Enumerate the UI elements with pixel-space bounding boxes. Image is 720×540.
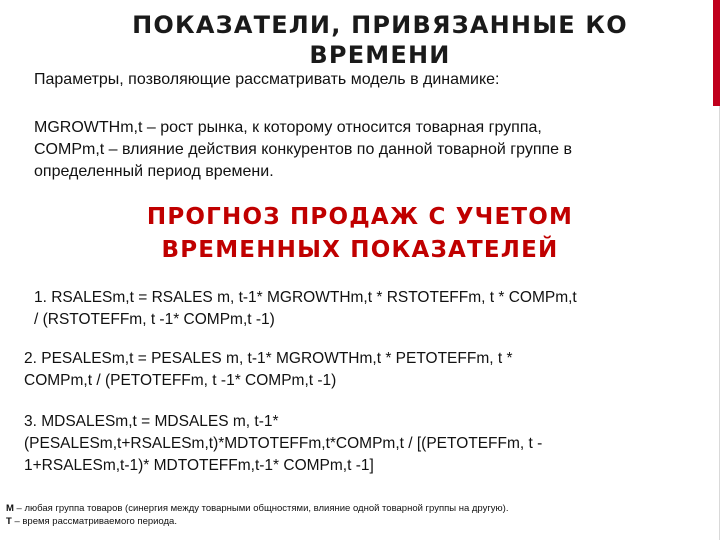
footnote-t — [6, 516, 686, 528]
slide-title: ПОКАЗАТЕЛИ, ПРИВЯЗАННЫЕ КО ВРЕМЕНИ — [132, 11, 628, 69]
formula-rsales: 1. RSALESm,t = RSALES m, t-1* MGROWTHm,t * RSTOTEFFm, t * COMPm,t / (RSTOTEFFm, t -1* COMPm,t -1) — [34, 289, 577, 328]
formula-pesales: 2. PESALESm,t = PESALES m, t-1* MGROWTHm,t * PETOTEFFm, t * COMPm,t / (PETOTEFFm, t -1* COMPm,t -1) — [24, 350, 513, 389]
accent-bar — [713, 0, 720, 106]
formula-mdsales: 3. MDSALESm,t = MDSALES m, t-1* (PESALESm,t+RSALESm,t)*MDTOTEFFm,t*COMPm,t / [(PETOTEFFm, t - 1+RSALESm,t-1)* MDTOTEFFm,t-1* COMPm,t -1] — [24, 413, 543, 474]
footnote-m — [6, 503, 686, 515]
definitions-text: MGROWTHm,t – рост рынка, к которому относится товарная группа, COMPm,t – влияние действия конкурентов по данной товарной группе в определенный период времени. — [34, 119, 572, 180]
intro-text: Параметры, позволяющие рассматривать модель в динамике: — [34, 71, 500, 88]
footnote-text-t: – время рассматриваемого периода. — [11, 516, 177, 527]
footnote-term-t: Т — [6, 516, 12, 527]
footnote-text-m: – любая группа товаров (синергия между товарными общностями, влияние одной товарной группы на другую). — [13, 503, 509, 514]
footnote-term-m: М — [6, 503, 14, 514]
section-subtitle: ПРОГНОЗ ПРОДАЖ С УЧЕТОМ ВРЕМЕННЫХ ПОКАЗАТЕЛЕЙ — [146, 204, 574, 263]
